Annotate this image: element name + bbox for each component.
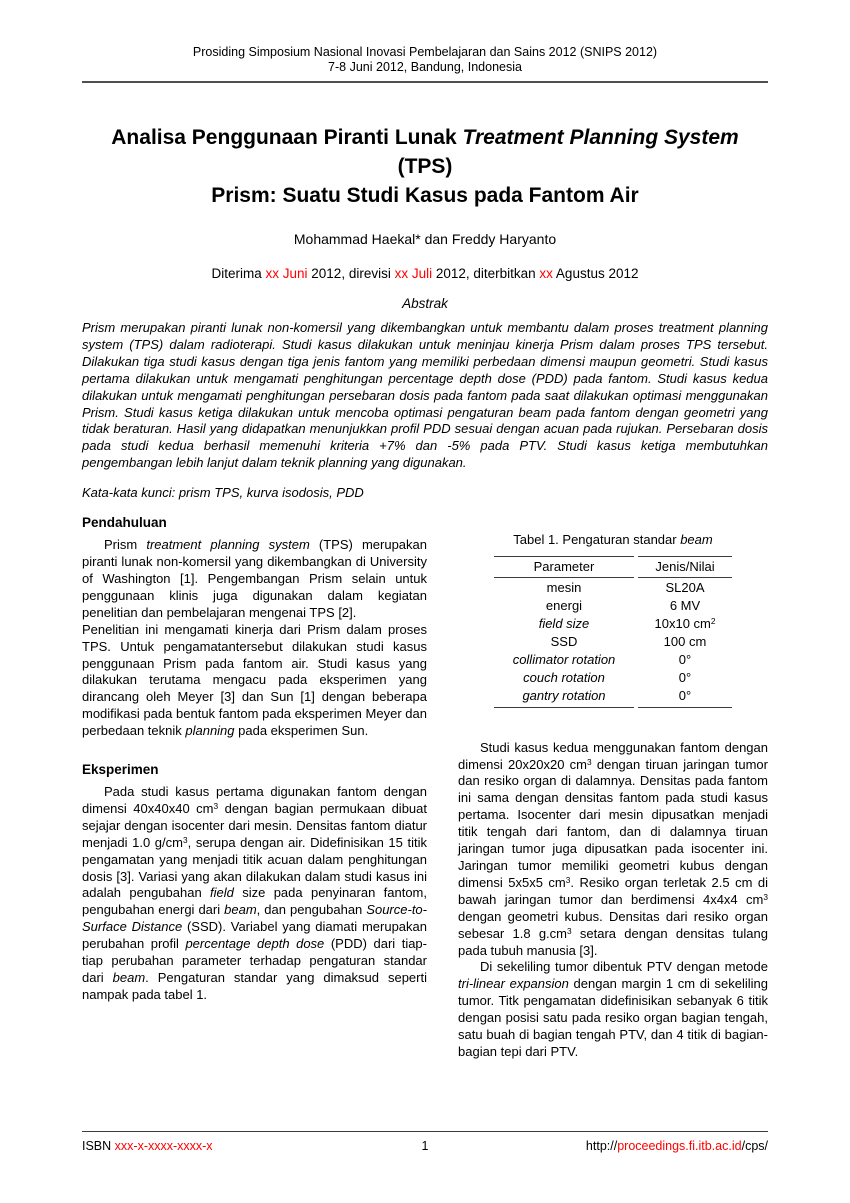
value-cell: 0° [678, 669, 692, 685]
url-prefix: http:// [585, 1139, 618, 1153]
url-suffix: /cps/ [741, 1139, 768, 1153]
table-caption: Tabel 1. Pengaturan standar beam [513, 532, 713, 548]
table-row [494, 632, 732, 650]
eksperimen-paragraph-3: Di sekeliling tumor dibentuk PTV dengan metode tri-linear expansion dengan margin 1 cm di sekeliling tumor. Titk pengamatan didefinisikan sebanyak 6 titik dengan posisi satu pada resiko organ bagian tengah, satu buah di bagian tengah PTV, dan 4 titik di bagian-bagian tepi dari PTV. [458, 959, 768, 1059]
value-cell: 0° [638, 686, 732, 708]
table-header-row [494, 556, 732, 578]
parameter-cell: gantry rotation [494, 686, 634, 708]
page-header [82, 0, 768, 83]
section-heading-pendahuluan: Pendahuluan [82, 515, 167, 531]
table-row [494, 686, 732, 708]
parameter-cell: mesin [546, 579, 582, 595]
url-host: proceedings.fi.itb.ac.id [617, 1139, 742, 1153]
abstract-text: Prism merupakan piranti lunak non-komersil yang dikembangkan untuk membantu dalam proses treatment planning system (TPS) dalam radioterapi. Studi kasus dilakukan untuk meninjau kinerja Prism dalam proses TPS tersebut. Dilakukan tiga studi kasus dengan tiga jenis fantom yang memiliki perbedaan dimensi maupun geometri. Studi kasus pertama dilakukan untuk mengamati penghitungan percentage depth dose (PDD) pada fantom. Studi kasus kedua dilakukan untuk mengamati penghitungan persebaran dosis pada fantom pada saat dilakukan optimasi menggunakan Prism. Studi kasus ketiga dilakukan untuk mencoba optimasi pengaturan beam pada fantom dengan geometri yang tidak beraturan. Hasil yang didapatkan menunjukkan profil PDD sesuai dengan acuan pada rujukan. Persebaran dosis pada studi kedua berhasil memenuhi kriteria +7% dan -5% pada PTV. Studi kasus ketiga membutuhkan pengembangan lebih lanjut dalam teknik planning yang digunakan. [82, 320, 768, 471]
footer-url[interactable] [455, 1139, 768, 1153]
eksperimen-paragraph-2: Studi kasus kedua menggunakan fantom dengan dimensi 20x20x20 $cm^3$ dengan tiruan jaringan tumor dan resiko organ di dalamnya. Densitas pada fantom ini sama dengan densitas fantom pada studi kasus pertama. Isocenter dari mesin dipusatkan menjadi titik tengah dari fantom, dan di dalamnya tiruan jaringan tumor juga dipusatkan pada isocenter ini. Jaringan tumor memiliki geometri kubus dengan dimensi 5x5x5 $cm^3$. Resiko organ terletak 2.5 cm di bawah jaringan tumor dan berdimensi 4x4x4 $cm^3$ dengan geometri kubus. Densitas dari resiko organ sebesar 1.8 $g.cm^3$ setara dengan densitas tulang pada tubuh manusia [3]. [458, 739, 768, 958]
dateline: Diterima xx Juni 2012, direvisi xx Juli 2012, diterbitkan xx Agustus 2012 [211, 266, 639, 281]
header-line-1: Prosiding Simposium Nasional Inovasi Pembelajaran dan Sains 2012 (SNIPS 2012) [192, 45, 658, 59]
column-header-jenis-nilai: Jenis/Nilai [638, 556, 732, 578]
abstract-heading: Abstrak [402, 296, 448, 311]
right-column [458, 515, 768, 1061]
value-cell: 100 cm [663, 633, 707, 649]
two-column-body [82, 515, 768, 1061]
value-cell: 6 MV [669, 597, 701, 613]
beam-settings-table [490, 556, 736, 708]
parameter-cell: SSD [550, 633, 578, 649]
keywords-line: Kata-kata kunci: prism TPS, kurva isodosis, PDD [82, 485, 364, 501]
page-footer [82, 1131, 768, 1153]
parameter-cell: couch rotation [523, 669, 605, 685]
isbn-line [82, 1139, 395, 1153]
value-cell: 0° [678, 651, 692, 667]
parameter-cell: field size [538, 615, 590, 631]
eksperimen-paragraph-1: Pada studi kasus pertama digunakan fantom dengan dimensi 40x40x40 $cm^3$ dengan bagian permukaan dibuat sejajar dengan isocenter dari mesin. Densitas fantom diatur menjadi 1.0 $g/cm^3$, serupa dengan air. Didefinisikan 15 titik pengamatan yang menjadi titik acuan dalam penghitungan dosis [3]. Variasi yang akan dilakukan dalam studi kasus ini adalah pengubahan field size pada penyinaran fantom, pengubahan energi dari beam, dan pengubahan Source-to-Surface Distance (SSD). Variabel yang diamati merupakan perubahan profil percentage depth dose (PDD) dari tiap-tiap perubahan parameter terhadap pengaturan standar dari beam. Pengaturan standar yang dimaksud seperti nampak pada tabel 1. [82, 784, 427, 1002]
isbn-value: xxx-x-xxxx-xxxx-x [114, 1139, 213, 1153]
column-header-parameter: Parameter [494, 556, 634, 578]
table-row [494, 578, 732, 596]
header-line-2: 7-8 Juni 2012, Bandung, Indonesia [328, 60, 522, 74]
value-cell: SL20A [665, 579, 705, 595]
value-cell: 10x10 $cm^2$ [654, 615, 716, 631]
title-line-2: Prism: Suatu Studi Kasus pada Fantom Air [211, 184, 639, 207]
table-row [494, 668, 732, 686]
pendahuluan-paragraph-1: Prism treatment planning system (TPS) merupakan piranti lunak non-komersil yang dikembangkan di University of Washington [1]. Pengembangan Prism selain untuk penggunaan klinis juga digunakan dalam kegiatan penelitian dan pembelajaran mengenai TPS [2]. [82, 537, 427, 620]
table-row [494, 650, 732, 668]
authors-line: Mohammad Haekal* dan Freddy Haryanto [293, 231, 557, 247]
page-number: 1 [421, 1139, 429, 1153]
left-column [82, 515, 427, 1061]
table-row [494, 614, 732, 632]
parameter-cell: collimator rotation [512, 651, 616, 667]
paper-title [82, 123, 768, 210]
table-row [494, 596, 732, 614]
pendahuluan-paragraph-2: Penelitian ini mengamati kinerja dari Prism dalam proses TPS. Untuk pengamatantersebut dilakukan studi kasus penggunaan Prism pada fantom air. Studi kasus yang dilakukan terutama mengacu pada eksperimen yang dirancang oleh Meyer [3] dan Sun [1] dengan beberapa modifikasi pada bentuk fantom pada eksperimen Meyer dan perbedaan teknik planning pada eksperimen Sun. [82, 621, 427, 739]
section-heading-eksperimen: Eksperimen [82, 762, 159, 778]
title-line-1: Analisa Penggunaan Piranti Lunak Treatment Planning System (TPS) [111, 126, 739, 178]
isbn-label: ISBN [82, 1139, 115, 1153]
parameter-cell: energi [545, 597, 583, 613]
